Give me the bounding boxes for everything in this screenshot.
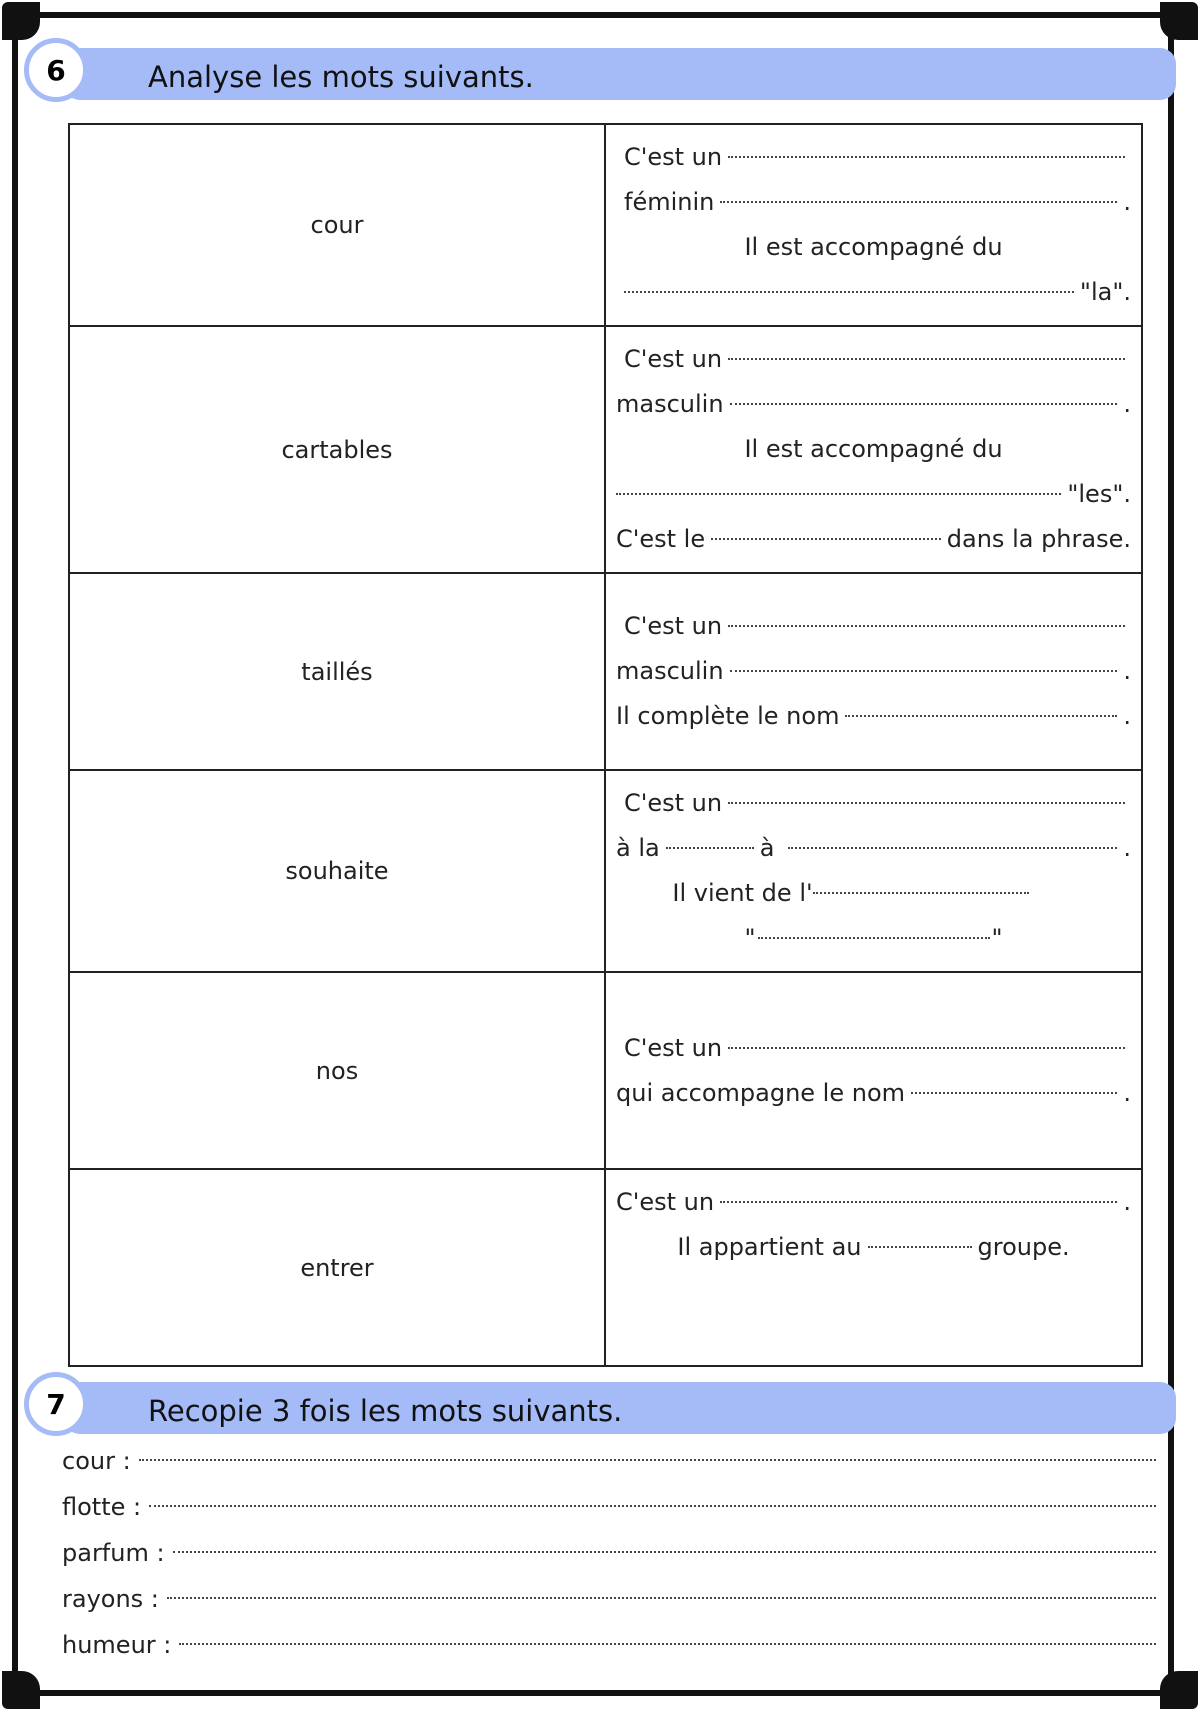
- blank-line[interactable]: [728, 625, 1125, 627]
- line-text: C'est un: [624, 612, 723, 640]
- line-text: C'est le: [616, 525, 706, 553]
- blank-line[interactable]: [624, 291, 1074, 293]
- line-text: dans la phrase.: [946, 525, 1131, 553]
- line-text: C'est un: [624, 1033, 723, 1062]
- exercise-6-header: [24, 42, 1176, 106]
- line-text: "la".: [1079, 278, 1131, 306]
- copy-word: cour :: [62, 1447, 131, 1475]
- line-text: .: [1123, 702, 1131, 730]
- blank-line[interactable]: [139, 1459, 1156, 1461]
- blank-line[interactable]: [173, 1551, 1156, 1553]
- word-cell: cartables: [69, 326, 605, 573]
- blank-line[interactable]: [788, 847, 1117, 849]
- blank-line[interactable]: [911, 1092, 1117, 1094]
- line-text: à: [759, 834, 775, 862]
- blank-line[interactable]: [730, 403, 1118, 405]
- blank-line[interactable]: [728, 802, 1125, 804]
- line-text: .: [1123, 1188, 1131, 1216]
- copy-row: [62, 1438, 1156, 1484]
- line-text: ": [744, 924, 756, 952]
- line-text: .: [1123, 390, 1131, 418]
- line-text: C'est un: [616, 1188, 715, 1216]
- line-text: .: [1123, 1078, 1131, 1107]
- copy-lines: [62, 1438, 1156, 1668]
- exercise-6-title-bar: [64, 48, 1176, 100]
- line-text: ": [991, 924, 1003, 952]
- table-row: [69, 1169, 1142, 1366]
- exercise-7-header: [24, 1376, 1176, 1440]
- line-text: Il est accompagné du: [744, 435, 1003, 463]
- copy-word: rayons :: [62, 1585, 159, 1613]
- blank-line[interactable]: [666, 847, 754, 849]
- analysis-table: [68, 123, 1143, 1367]
- blank-line[interactable]: [868, 1246, 972, 1248]
- word-cell: cour: [69, 124, 605, 326]
- line-text: Il vient de l': [672, 879, 813, 907]
- line-text: masculin: [616, 390, 724, 418]
- blank-line[interactable]: [730, 670, 1118, 672]
- table-row: [69, 770, 1142, 972]
- blank-line[interactable]: [720, 1201, 1117, 1203]
- copy-word: humeur :: [62, 1631, 172, 1659]
- table-row: [69, 972, 1142, 1169]
- line-text: féminin: [624, 188, 715, 216]
- copy-row: [62, 1530, 1156, 1576]
- line-text: .: [1123, 657, 1131, 685]
- copy-word: flotte :: [62, 1493, 142, 1521]
- line-text: "les".: [1067, 480, 1131, 508]
- line-text: Il appartient au: [677, 1233, 862, 1261]
- blank-line[interactable]: [813, 892, 1029, 894]
- line-text: .: [1123, 188, 1131, 216]
- copy-row: [62, 1484, 1156, 1530]
- word-cell: taillés: [69, 573, 605, 770]
- frame-corner: [2, 2, 40, 40]
- exercise-7-number: 7: [24, 1372, 88, 1436]
- exercise-6-title: Analyse les mots suivants.: [148, 60, 534, 94]
- blank-line[interactable]: [179, 1643, 1156, 1645]
- exercise-6-number: 6: [24, 38, 88, 102]
- word-cell: entrer: [69, 1169, 605, 1366]
- description-cell: [605, 573, 1142, 770]
- blank-line[interactable]: [720, 201, 1117, 203]
- blank-line[interactable]: [728, 156, 1125, 158]
- table-row: [69, 573, 1142, 770]
- blank-line[interactable]: [167, 1597, 1156, 1599]
- blank-line[interactable]: [728, 358, 1125, 360]
- blank-line[interactable]: [845, 715, 1117, 717]
- line-text: masculin: [616, 657, 724, 685]
- frame-corner: [1160, 2, 1198, 40]
- description-cell: [605, 770, 1142, 972]
- description-cell: [605, 972, 1142, 1169]
- blank-line[interactable]: [711, 538, 941, 540]
- blank-line[interactable]: [616, 493, 1061, 495]
- blank-line[interactable]: [728, 1047, 1125, 1049]
- table-row: [69, 124, 1142, 326]
- exercise-7-title: Recopie 3 fois les mots suivants.: [148, 1394, 623, 1428]
- line-text: Il est accompagné du: [744, 233, 1003, 261]
- description-cell: [605, 124, 1142, 326]
- copy-word: parfum :: [62, 1539, 165, 1567]
- word-cell: nos: [69, 972, 605, 1169]
- line-text: C'est un: [624, 789, 723, 817]
- line-text: C'est un: [624, 345, 723, 373]
- blank-line[interactable]: [758, 937, 990, 939]
- frame-corner: [2, 1671, 40, 1709]
- table-row: [69, 326, 1142, 573]
- copy-row: [62, 1576, 1156, 1622]
- line-text: Il complète le nom: [616, 702, 840, 730]
- description-cell: [605, 1169, 1142, 1366]
- exercise-7-title-bar: [64, 1382, 1176, 1434]
- line-text: groupe.: [977, 1233, 1070, 1261]
- line-text: .: [1123, 834, 1131, 862]
- frame-corner: [1160, 1671, 1198, 1709]
- line-text: C'est un: [624, 143, 723, 171]
- line-text: à la: [616, 834, 660, 862]
- blank-line[interactable]: [149, 1505, 1156, 1507]
- description-cell: [605, 326, 1142, 573]
- word-cell: souhaite: [69, 770, 605, 972]
- line-text: qui accompagne le nom: [616, 1078, 906, 1107]
- copy-row: [62, 1622, 1156, 1668]
